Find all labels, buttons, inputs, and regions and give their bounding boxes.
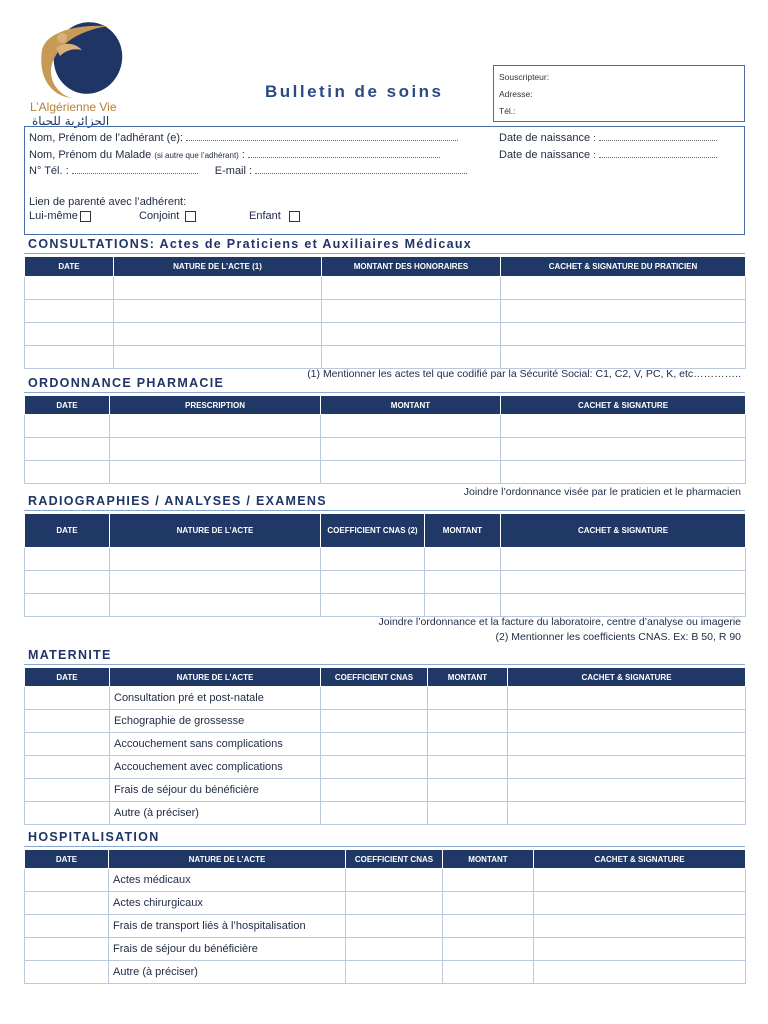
- table-row[interactable]: [25, 571, 746, 594]
- member-info-box: Nom, Prénom de l’adhérant (e): Nom, Prénom du Malade (si autre que l’adhérant) : N° Tél. : E-mail : Date de naissance : Date de naissance : Lien de parenté avec l’adhérent: Lui-même Conjoint Enfant: [24, 126, 745, 235]
- table-row[interactable]: [25, 438, 746, 461]
- lui-meme-label: Lui-même: [29, 210, 78, 222]
- col-header: CACHET & SIGNATURE: [534, 850, 746, 869]
- table-row[interactable]: [25, 915, 746, 938]
- table-row[interactable]: [25, 300, 746, 323]
- col-header: DATE: [25, 850, 109, 869]
- dob-label-adherent: Date de naissance: [499, 132, 591, 144]
- subscriber-box[interactable]: [493, 65, 745, 122]
- col-header: DATE: [25, 514, 110, 548]
- company-logo: [28, 20, 138, 128]
- consultations-note: (1) Mentionner les actes tel que codifié par la Sécurité Social: C1, C2, V, PC, K, etc…………..: [307, 368, 741, 380]
- table-row[interactable]: [25, 733, 746, 756]
- hospitalisation-rule: [24, 846, 745, 847]
- dob-field-malade[interactable]: [599, 149, 717, 158]
- malade-note: (si autre que l’adhérant): [154, 151, 239, 160]
- row-label: Actes médicaux: [109, 869, 346, 892]
- table-row[interactable]: [25, 892, 746, 915]
- col-header: NATURE DE L’ACTE: [109, 850, 346, 869]
- pharmacie-title: ORDONNANCE PHARMACIE: [28, 376, 225, 390]
- col-header: MONTANT: [428, 668, 508, 687]
- lien-label: Lien de parenté avec l’adhérent:: [29, 196, 187, 208]
- col-header: CACHET & SIGNATURE DU PRATICIEN: [501, 257, 746, 277]
- radiographies-note-1: Joindre l’ordonnance et la facture du laboratoire, centre d’analyse ou imagerie: [378, 616, 741, 628]
- table-row[interactable]: [25, 548, 746, 571]
- col-header: DATE: [25, 668, 110, 687]
- col-header: DATE: [25, 257, 114, 277]
- col-header: MONTANT: [321, 396, 501, 415]
- radiographies-title: RADIOGRAPHIES / ANALYSES / EXAMENS: [28, 494, 327, 508]
- tel-label: N° Tél. :: [29, 165, 69, 177]
- radiographies-note-2: (2) Mentionner les coefficients CNAS. Ex: B 50, R 90: [495, 631, 741, 643]
- consultations-title: CONSULTATIONS: Actes de Praticiens et Auxiliaires Médicaux: [28, 237, 473, 251]
- tel-field[interactable]: Tél.:: [499, 106, 516, 116]
- col-header: MONTANT DES HONORAIRES: [322, 257, 501, 277]
- conjoint-label: Conjoint: [139, 210, 180, 222]
- logo-arabic-name: الجزائرية للحياة: [32, 114, 110, 128]
- table-row[interactable]: [25, 323, 746, 346]
- row-label: Frais de séjour du bénéficière: [110, 779, 321, 802]
- maternite-title: MATERNITE: [28, 648, 112, 662]
- hospitalisation-title: HOSPITALISATION: [28, 830, 160, 844]
- row-label: Frais de séjour du bénéficière: [109, 938, 346, 961]
- col-header: CACHET & SIGNATURE: [508, 668, 746, 687]
- dob-label-malade: Date de naissance: [499, 149, 591, 161]
- enfant-checkbox[interactable]: [289, 211, 300, 222]
- adresse-field[interactable]: Adresse:: [499, 89, 533, 99]
- table-row[interactable]: [25, 756, 746, 779]
- row-label: Autre (à préciser): [109, 961, 346, 984]
- document-title: Bulletin de soins: [265, 82, 444, 101]
- row-label: Consultation pré et post-natale: [110, 687, 321, 710]
- table-row[interactable]: [25, 594, 746, 617]
- table-row[interactable]: [25, 869, 746, 892]
- pharmacie-table: [24, 395, 746, 484]
- conjoint-checkbox[interactable]: [185, 211, 196, 222]
- table-row[interactable]: [25, 461, 746, 484]
- row-label: Autre (à préciser): [110, 802, 321, 825]
- adherent-label: Nom, Prénom de l’adhérant (e):: [29, 132, 184, 144]
- table-row[interactable]: [25, 277, 746, 300]
- col-header: MONTANT: [425, 514, 501, 548]
- pharmacie-note: Joindre l’ordonnance visée par le praticien et le pharmacien: [463, 486, 741, 498]
- table-row[interactable]: [25, 779, 746, 802]
- table-row[interactable]: [25, 346, 746, 369]
- email-field[interactable]: [255, 165, 467, 174]
- col-header: NATURE DE L’ACTE: [110, 668, 321, 687]
- tel-field[interactable]: [72, 165, 198, 174]
- maternite-table: [24, 667, 746, 825]
- lui-meme-checkbox[interactable]: [80, 211, 91, 222]
- enfant-label: Enfant: [249, 210, 281, 222]
- malade-colon: :: [241, 149, 245, 161]
- row-label: Frais de transport liés à l’hospitalisation: [109, 915, 346, 938]
- consultations-table: [24, 256, 746, 369]
- pharmacie-rule: [24, 392, 745, 393]
- table-row[interactable]: [25, 961, 746, 984]
- maternite-rule: [24, 664, 745, 665]
- col-header: NATURE DE L’ACTE: [110, 514, 321, 548]
- souscripteur-field[interactable]: Souscripteur:: [499, 72, 550, 82]
- table-row[interactable]: [25, 710, 746, 733]
- row-label: Accouchement avec complications: [110, 756, 321, 779]
- row-label: Echographie de grossesse: [110, 710, 321, 733]
- table-row[interactable]: [25, 687, 746, 710]
- col-header: COEFFICIENT CNAS: [346, 850, 443, 869]
- table-row[interactable]: [25, 938, 746, 961]
- hospitalisation-table: [24, 849, 746, 984]
- col-header: CACHET & SIGNATURE: [501, 514, 746, 548]
- radiographies-rule: [24, 510, 745, 511]
- adherent-field[interactable]: [186, 132, 458, 141]
- logo-emblem-icon: [36, 20, 126, 100]
- col-header: COEFFICIENT CNAS: [321, 668, 428, 687]
- col-header: DATE: [25, 396, 110, 415]
- row-label: Accouchement sans complications: [110, 733, 321, 756]
- logo-name: L’Algérienne Vie: [30, 100, 117, 114]
- malade-label: Nom, Prénom du Malade: [29, 149, 152, 161]
- consultations-rule: [24, 253, 745, 254]
- table-row[interactable]: [25, 415, 746, 438]
- malade-field[interactable]: [248, 149, 440, 158]
- col-header: MONTANT: [443, 850, 534, 869]
- row-label: Actes chirurgicaux: [109, 892, 346, 915]
- col-header: NATURE DE L’ACTE (1): [114, 257, 322, 277]
- dob-field-adherent[interactable]: [599, 132, 717, 141]
- col-header: COEFFICIENT CNAS (2): [321, 514, 425, 548]
- table-row[interactable]: [25, 802, 746, 825]
- col-header: CACHET & SIGNATURE: [501, 396, 746, 415]
- col-header: PRESCRIPTION: [110, 396, 321, 415]
- radiographies-table: [24, 513, 746, 617]
- email-label: E-mail :: [214, 165, 253, 177]
